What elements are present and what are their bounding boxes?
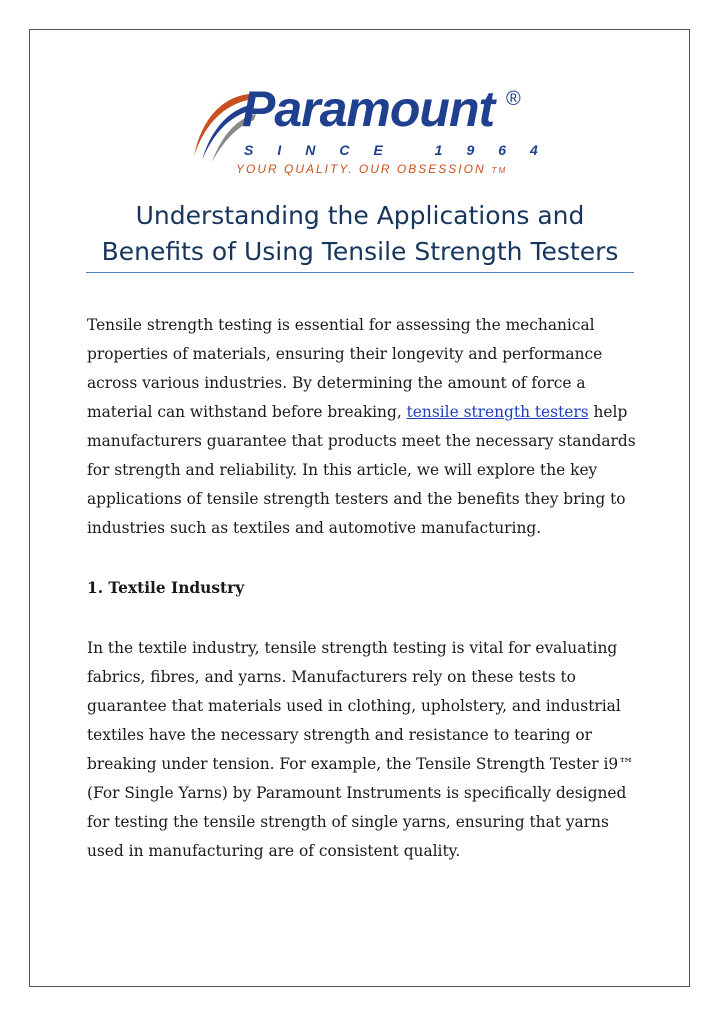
title-line-2: Benefits of Using Tensile Strength Testers: [101, 237, 619, 266]
intro-text-start: Tensile strength testing is essential for assessing the mechanical properties of materials, ensuring their longevity and performance across various industries. By determining the amount of force a material can withstand before breaking,: [87, 316, 603, 421]
tagline-text: YOUR QUALITY. OUR OBSESSION: [236, 162, 486, 176]
trademark-mark: TM: [491, 166, 508, 175]
tagline: [236, 162, 507, 176]
brand-name: Paramount: [242, 81, 495, 137]
paramount-logo: [190, 81, 562, 186]
since-year: SINCE 1964: [244, 142, 562, 158]
page-title: [86, 198, 634, 270]
title-divider: [86, 272, 634, 273]
tensile-testers-link[interactable]: tensile strength testers: [406, 403, 589, 421]
registered-mark: ®: [506, 88, 521, 110]
title-line-1: Understanding the Applications and: [135, 201, 585, 230]
intro-paragraph: [87, 311, 647, 543]
section-heading-textile: 1. Textile Industry: [87, 579, 245, 597]
intro-text-end: help manufacturers guarantee that products meet the necessary standards for strength and reliability. In this article, we will explore the key applications of tensile strength testers and the benefits they bring to industries such as textiles and automotive manufacturing.: [87, 403, 636, 537]
textile-paragraph: In the textile industry, tensile strength testing is vital for evaluating fabrics, fibres, and yarns. Manufacturers rely on these tests to guarantee that materials used in clothing, upholstery, and industrial textiles have the necessary strength and resistance to tearing or breaking under tension. For example, the Tensile Strength Tester i9™ (For Single Yarns) by Paramount Instruments is specifically designed for testing the tensile strength of single yarns, ensuring that yarns used in manufacturing are of consistent quality.: [87, 639, 634, 860]
